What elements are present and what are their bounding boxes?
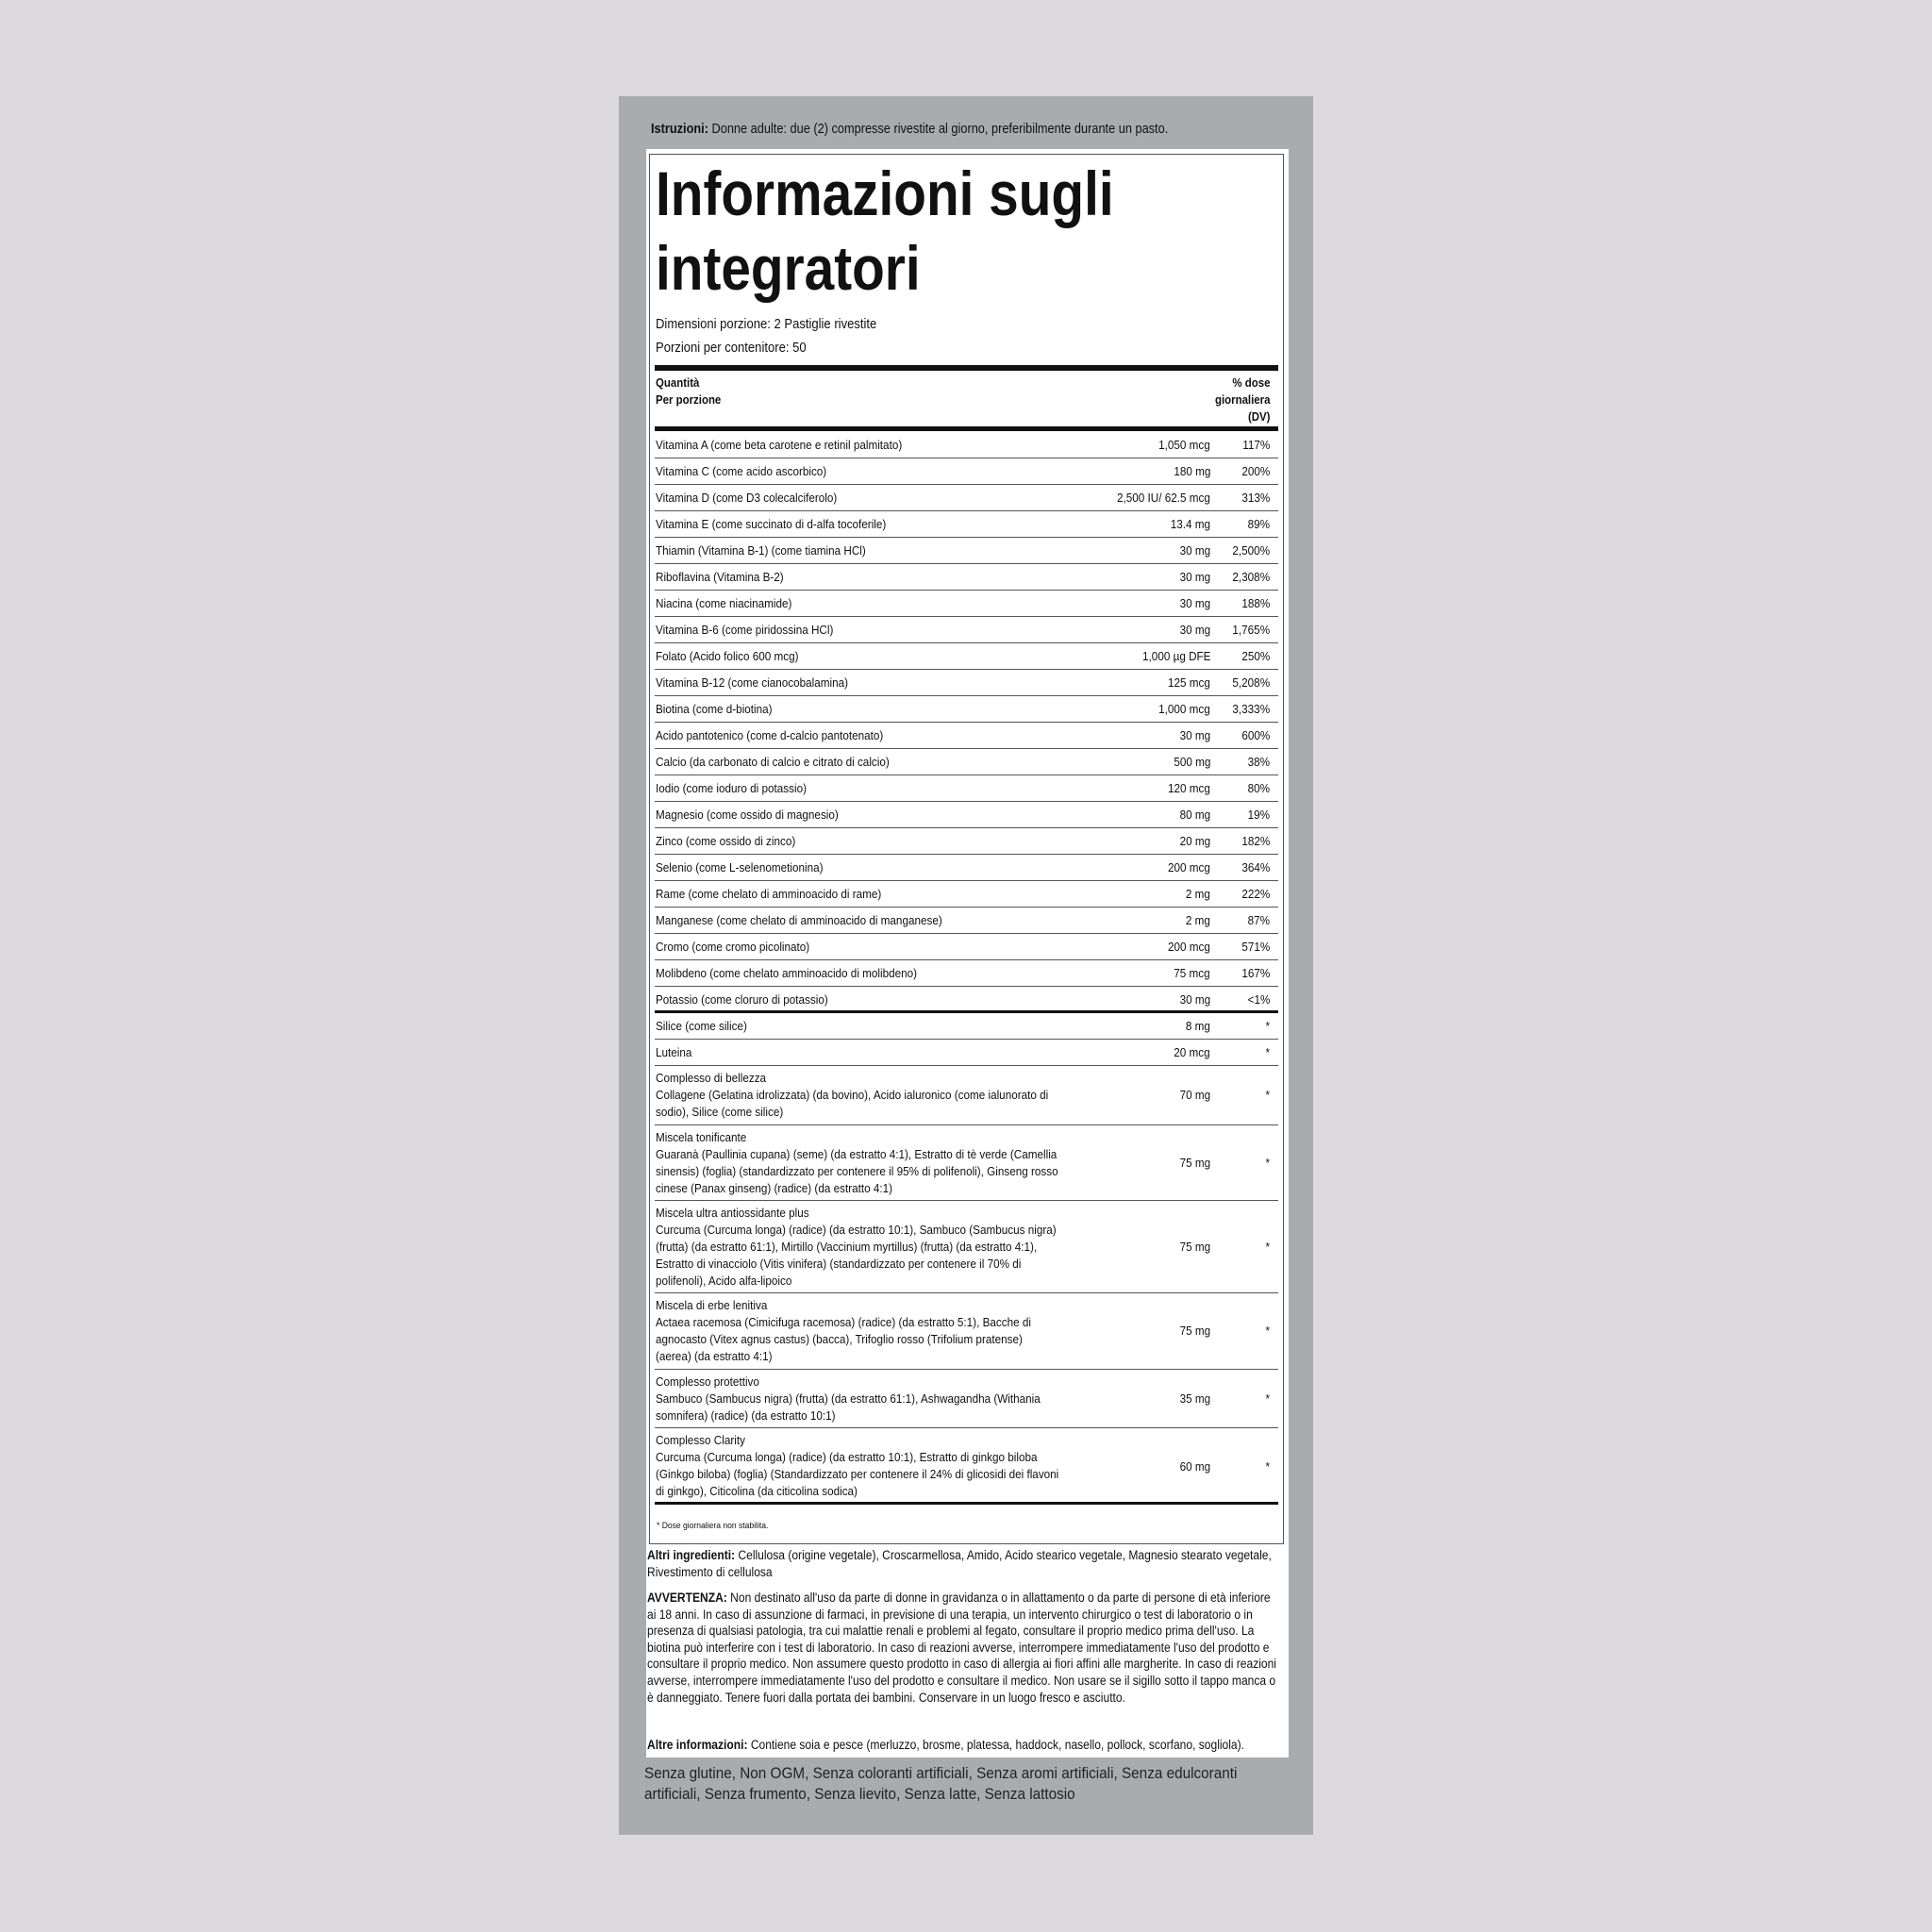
nutrient-daily-value: 3,333% xyxy=(1232,702,1270,716)
warning-label: AVVERTENZA: xyxy=(647,1591,727,1605)
nutrient-name: Silice (come silice) xyxy=(656,1019,747,1033)
nutrient-row xyxy=(655,643,1278,670)
nutrient-daily-value: 80% xyxy=(1247,781,1270,795)
nutrient-amount: 20 mg xyxy=(1179,834,1210,848)
nutrient-name: Folato (Acido folico 600 mcg) xyxy=(656,649,799,663)
label-panel xyxy=(619,96,1313,1835)
nutrient-daily-value: 87% xyxy=(1247,913,1270,927)
nutrient-amount: 200 mcg xyxy=(1168,940,1210,954)
header-top-rule xyxy=(655,365,1278,371)
nutrient-name: Iodio (come ioduro di potassio) xyxy=(656,781,807,795)
nutrient-name: Miscela di erbe lenitiva Actaea racemosa (Cimicifuga racemosa) (radice) (da estratto 5:1), Bacche di agnocasto (Vitex agnus castus) (bacca), Trifoglio rosso (Trifolium pratense) (aerea) (da estratto 4:1) xyxy=(656,1298,1031,1364)
nutrient-name: Miscela tonificante Guaranà (Paullinia cupana) (seme) (da estratto 4:1), Estratto di tè verde (Camellia sinensis) (foglia) (standardizzato per contenere il 95% di polifenoli), Ginseng rosso cinese (Panax ginseng) (radice) (da estratto 4:1) xyxy=(656,1129,1058,1195)
nutrient-amount: 500 mg xyxy=(1173,755,1210,769)
nutrient-row xyxy=(655,908,1278,934)
servings-per-container: Porzioni per contenitore: 50 xyxy=(656,341,807,356)
nutrient-amount: 2,500 IU/ 62.5 mcg xyxy=(1117,491,1210,505)
nutrient-daily-value: 222% xyxy=(1241,887,1270,901)
nutrient-row xyxy=(655,881,1278,908)
nutrient-row xyxy=(655,591,1278,617)
nutrient-name: Vitamina D (come D3 colecalciferolo) xyxy=(656,491,838,505)
nutrient-row xyxy=(655,432,1278,458)
other-ingredients-label: Altri ingredienti: xyxy=(647,1548,736,1562)
nutrient-row xyxy=(655,802,1278,828)
nutrient-daily-value: 182% xyxy=(1241,834,1270,848)
nutrient-amount: 30 mg xyxy=(1179,570,1210,584)
instructions-label: Istruzioni: xyxy=(651,122,708,137)
nutrient-row xyxy=(655,775,1278,802)
nutrient-table xyxy=(655,432,1278,1505)
nutrient-row xyxy=(655,749,1278,775)
nutrient-daily-value: * xyxy=(1265,1391,1270,1406)
nutrient-amount: 180 mg xyxy=(1173,464,1210,478)
supplement-facts-box xyxy=(649,154,1284,1544)
nutrient-daily-value: 188% xyxy=(1241,596,1270,610)
nutrient-name: Manganese (come chelato di amminoacido di manganese) xyxy=(656,913,942,927)
nutrient-amount: 30 mg xyxy=(1179,992,1210,1007)
nutrient-name: Selenio (come L-selenometionina) xyxy=(656,860,824,874)
facts-title: Informazioni sugli integratori xyxy=(656,158,1114,303)
nutrient-amount: 120 mcg xyxy=(1168,781,1210,795)
nutrient-name: Vitamina C (come acido ascorbico) xyxy=(656,464,827,478)
warning: AVVERTENZA: Non destinato all'uso da parte di donne in gravidanza o in allattamento o da parte di persone di età inferiore ai 18 anni. In caso di assunzione di farmaci, in previsione di una terapia, un intervento chirurgico o test di laboratorio o in presenza di qualsiasi patologia, tra cui malattie renali e problemi al fegato, consultare il proprio medico prima dell'uso. La biotina può interferire con i test di laboratorio. In caso di reazioni avverse, interrompere immediatamente l'uso del prodotto e consultare il proprio medico. Non assumere questo prodotto in caso di allergia ai fiori affini alle margherite. In caso di reazioni avverse, interrompere immediatamente l'uso del prodotto e consultare il medico. Non usare se il sigillo sotto il tappo manca o è danneggiato. Tenere fuori dalla portata dei bambini. Conservare in un luogo fresco e asciutto. xyxy=(647,1591,1276,1705)
nutrient-amount: 1,050 mcg xyxy=(1158,438,1210,452)
nutrient-row xyxy=(655,934,1278,960)
instructions-text xyxy=(651,121,1291,138)
nutrient-row xyxy=(655,511,1278,538)
nutrient-amount: 200 mcg xyxy=(1168,860,1210,874)
nutrient-daily-value: * xyxy=(1265,1240,1270,1255)
nutrient-daily-value: 19% xyxy=(1247,808,1270,822)
nutrient-name: Complesso protettivo Sambuco (Sambucus nigra) (frutta) (da estratto 61:1), Ashwagandha (Withania somnifera) (radice) (da estratto 10:1) xyxy=(656,1374,1041,1423)
nutrient-amount: 30 mg xyxy=(1179,543,1210,558)
nutrient-row xyxy=(655,1293,1278,1369)
nutrient-row xyxy=(655,1125,1278,1201)
nutrient-row xyxy=(655,987,1278,1013)
nutrient-amount: 13.4 mg xyxy=(1170,517,1210,531)
serving-size: Dimensioni porzione: 2 Pastiglie rivestite xyxy=(656,317,877,332)
nutrient-daily-value: * xyxy=(1265,1324,1270,1339)
nutrient-daily-value: * xyxy=(1265,1045,1270,1059)
nutrient-name: Vitamina E (come succinato di d-alfa tocoferile) xyxy=(656,517,887,531)
nutrient-name: Vitamina A (come beta carotene e retinil palmitato) xyxy=(656,438,903,452)
nutrient-amount: 60 mg xyxy=(1179,1458,1210,1474)
nutrient-daily-value: 117% xyxy=(1241,438,1270,452)
nutrient-row xyxy=(655,485,1278,511)
nutrient-row xyxy=(655,1066,1278,1125)
nutrient-name: Vitamina B-12 (come cianocobalamina) xyxy=(656,675,848,690)
nutrient-daily-value: 2,500% xyxy=(1232,543,1270,558)
nutrient-daily-value: 364% xyxy=(1241,860,1270,874)
nutrient-row xyxy=(655,538,1278,564)
nutrient-daily-value: 2,308% xyxy=(1232,570,1270,584)
nutrient-daily-value: 1,765% xyxy=(1232,623,1270,637)
nutrient-daily-value: <1% xyxy=(1247,992,1270,1007)
other-ingredients: Altri ingredienti: Cellulosa (origine vegetale), Croscarmellosa, Amido, Acido stearico vegetale, Magnesio stearato vegetale, Rivestimento di cellulosa xyxy=(647,1548,1272,1579)
other-info: Altre informazioni: Contiene soia e pesce (merluzzo, brosme, platessa, haddock, nasello, pollock, scorfano, sogliola). xyxy=(647,1738,1244,1752)
nutrient-row xyxy=(655,1428,1278,1504)
nutrient-daily-value: 167% xyxy=(1241,966,1270,980)
footnote: * Dose giornaliera non stabilita. xyxy=(657,1521,769,1531)
nutrient-amount: 75 mcg xyxy=(1174,966,1210,980)
nutrient-name: Rame (come chelato di amminoacido di rame) xyxy=(656,887,882,901)
nutrient-amount: 2 mg xyxy=(1185,913,1210,927)
nutrient-name: Zinco (come ossido di zinco) xyxy=(656,834,796,848)
nutrient-amount: 80 mg xyxy=(1179,808,1210,822)
nutrient-row xyxy=(655,458,1278,485)
nutrient-amount: 75 mg xyxy=(1179,1240,1210,1255)
nutrient-daily-value: * xyxy=(1265,1458,1270,1474)
nutrient-amount: 1,000 µg DFE xyxy=(1141,649,1210,663)
nutrient-name: Luteina xyxy=(656,1045,692,1059)
nutrient-daily-value: 250% xyxy=(1241,649,1270,663)
nutrient-amount: 2 mg xyxy=(1185,887,1210,901)
nutrient-name: Thiamin (Vitamina B-1) (come tiamina HCl) xyxy=(656,543,866,558)
nutrient-daily-value: 571% xyxy=(1241,940,1270,954)
instructions-body: Donne adulte: due (2) compresse rivestite al giorno, preferibilmente durante un pasto. xyxy=(708,122,1169,137)
nutrient-amount: 75 mg xyxy=(1179,1324,1210,1339)
nutrient-amount: 35 mg xyxy=(1179,1391,1210,1406)
nutrient-row xyxy=(655,1370,1278,1429)
nutrient-amount: 30 mg xyxy=(1179,596,1210,610)
nutrient-amount: 30 mg xyxy=(1179,728,1210,742)
other-info-label: Altre informazioni: xyxy=(647,1738,748,1752)
nutrient-name: Complesso di bellezza Collagene (Gelatina idrolizzata) (da bovino), Acido ialuronico (come ialunorato di sodio), Silice (come silice) xyxy=(656,1071,1049,1119)
nutrient-amount: 75 mg xyxy=(1179,1155,1210,1170)
nutrient-amount: 125 mcg xyxy=(1168,675,1210,690)
nutrient-row xyxy=(655,1013,1278,1040)
nutrient-name: Complesso Clarity Curcuma (Curcuma longa) (radice) (da estratto 10:1), Estratto di ginkgo biloba (Ginkgo biloba) (foglia) (Standardizzato per contenere il 24% di glicosidi dei flavoni di ginkgo), Citicolina (da citicolina sodica) xyxy=(656,1433,1059,1499)
nutrient-daily-value: 5,208% xyxy=(1232,675,1270,690)
nutrient-daily-value: 38% xyxy=(1247,755,1270,769)
nutrient-row xyxy=(655,1040,1278,1066)
nutrient-name: Miscela ultra antiossidante plus Curcuma (Curcuma longa) (radice) (da estratto 10:1), Sambuco (Sambucus nigra) (frutta) (da estratto 61:1), Mirtillo (Vaccinium myrtillus) (frutta) (da estratto 4:1), Estratto di vinacciolo (Vitis vinifera) (standardizzato per contenere il 70% di polifenoli), Acido alfa-lipoico xyxy=(656,1206,1057,1289)
nutrient-name: Potassio (come cloruro di potassio) xyxy=(656,992,828,1007)
nutrient-name: Vitamina B-6 (come piridossina HCl) xyxy=(656,623,834,637)
nutrient-daily-value: * xyxy=(1265,1019,1270,1033)
nutrient-name: Molibdeno (come chelato amminoacido di molibdeno) xyxy=(656,966,918,980)
nutrient-daily-value: * xyxy=(1265,1088,1270,1103)
nutrient-name: Acido pantotenico (come d-calcio pantotenato) xyxy=(656,728,884,742)
label-content xyxy=(646,149,1289,1757)
nutrient-row xyxy=(655,723,1278,749)
nutrient-name: Riboflavina (Vitamina B-2) xyxy=(656,570,784,584)
nutrient-row xyxy=(655,828,1278,855)
nutrient-name: Niacina (come niacinamide) xyxy=(656,596,792,610)
nutrient-daily-value: 200% xyxy=(1241,464,1270,478)
nutrient-row xyxy=(655,564,1278,591)
nutrient-amount: 70 mg xyxy=(1179,1088,1210,1103)
nutrient-name: Magnesio (come ossido di magnesio) xyxy=(656,808,839,822)
nutrient-amount: 20 mcg xyxy=(1174,1045,1210,1059)
free-from-statement: Senza glutine, Non OGM, Senza coloranti artificiali, Senza aromi artificiali, Senza edulcoranti artificiali, Senza frumento, Senza lievito, Senza latte, Senza lattosio xyxy=(644,1764,1238,1803)
nutrient-daily-value: 600% xyxy=(1241,728,1270,742)
nutrient-row xyxy=(655,670,1278,696)
nutrient-amount: 30 mg xyxy=(1179,623,1210,637)
nutrient-row xyxy=(655,696,1278,723)
nutrient-name: Calcio (da carbonato di calcio e citrato di calcio) xyxy=(656,755,890,769)
nutrient-amount: 1,000 mcg xyxy=(1158,702,1210,716)
nutrient-row xyxy=(655,617,1278,643)
nutrient-row xyxy=(655,960,1278,987)
amount-per-serving-header: Quantità Per porzione xyxy=(656,375,722,407)
nutrient-row xyxy=(655,1201,1278,1293)
nutrient-daily-value: * xyxy=(1265,1155,1270,1170)
header-bottom-rule xyxy=(655,426,1278,431)
nutrient-daily-value: 313% xyxy=(1241,491,1270,505)
nutrient-daily-value: 89% xyxy=(1247,517,1270,531)
nutrient-row xyxy=(655,855,1278,881)
nutrient-name: Cromo (come cromo picolinato) xyxy=(656,940,810,954)
nutrient-name: Biotina (come d-biotina) xyxy=(656,702,773,716)
nutrient-amount: 8 mg xyxy=(1185,1019,1210,1033)
daily-value-header: % dose giornaliera (DV) xyxy=(1214,375,1270,424)
